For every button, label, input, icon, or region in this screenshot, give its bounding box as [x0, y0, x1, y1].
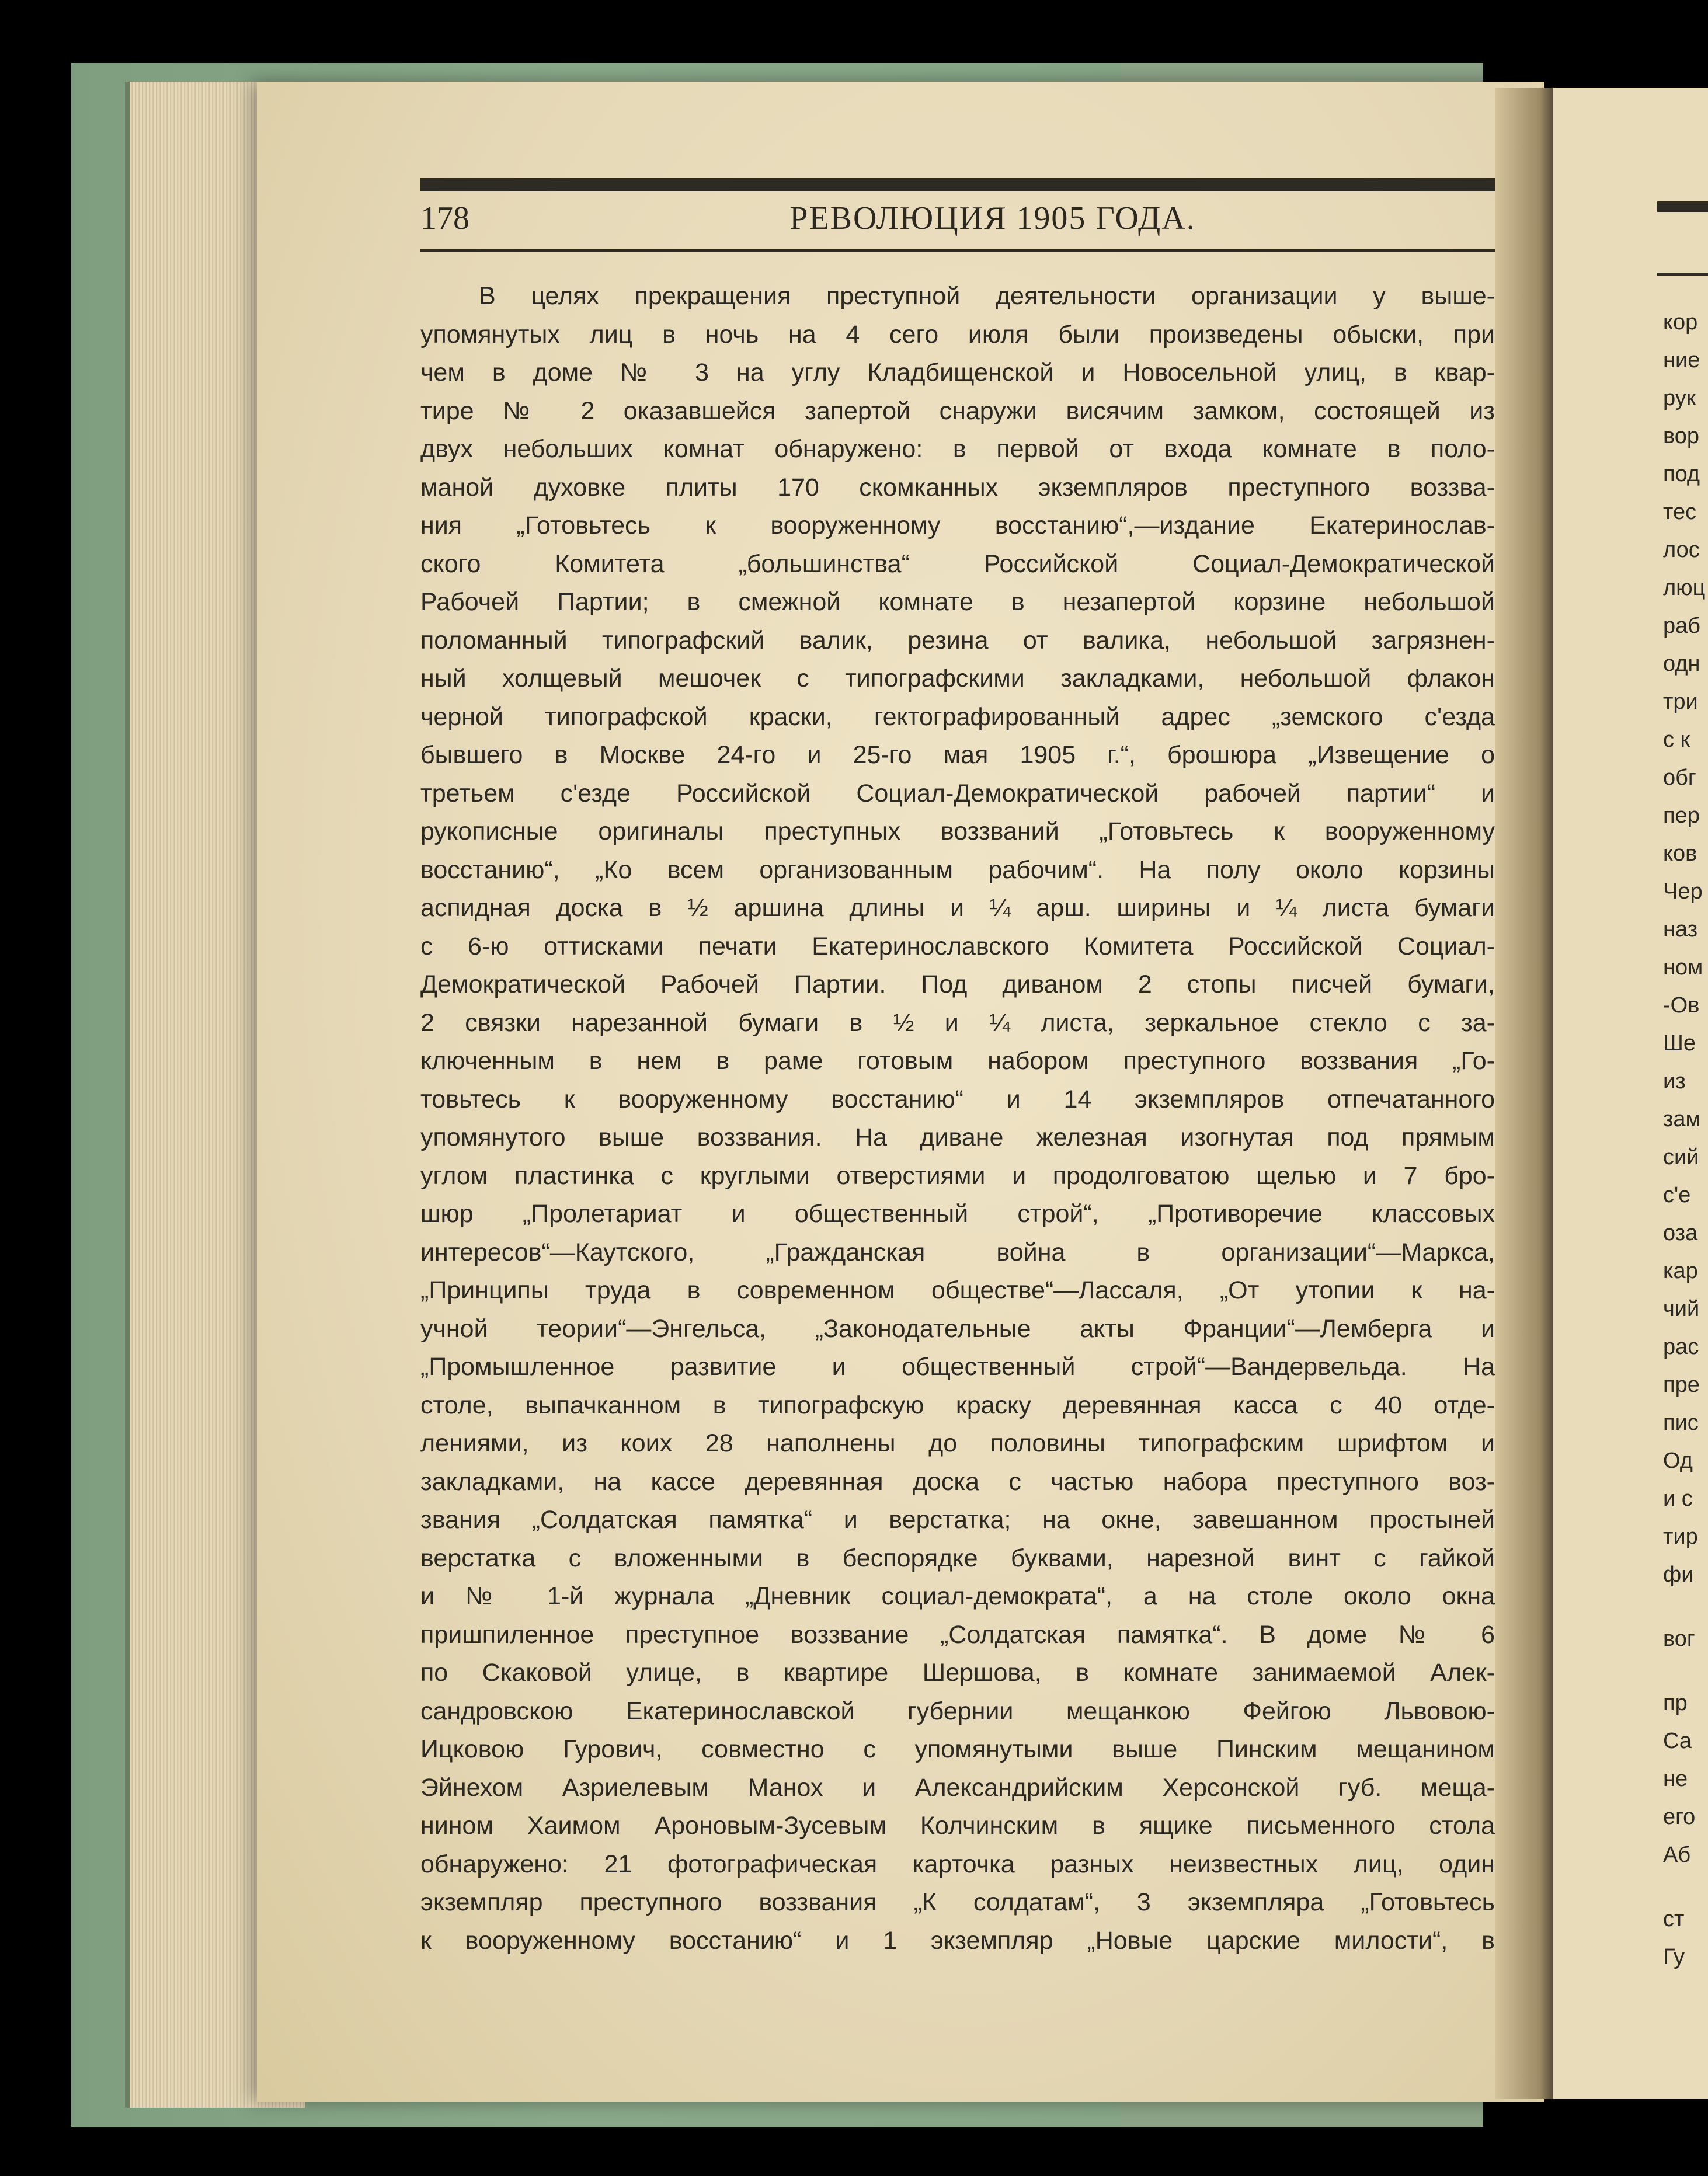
- text-line: Демократической Рабочей Партии. Под диваном 2 стопы писчей бумаги,: [420, 970, 1495, 998]
- right-text-line: пер: [1663, 803, 1700, 828]
- right-text-line: сий: [1663, 1145, 1699, 1169]
- text-line: „Принципы труда в современном обществе“—Лассаля, „От утопии к на-: [420, 1276, 1495, 1304]
- text-line: „Промышленное развитие и общественный строй“—Вандервельда. На: [420, 1353, 1495, 1381]
- right-text-line: наз: [1663, 917, 1698, 942]
- right-text-line: одн: [1663, 652, 1700, 676]
- right-text-line: лос: [1663, 538, 1700, 562]
- right-text-line: Ше: [1663, 1031, 1696, 1056]
- text-line: и № 1-й журнала „Дневник социал-демократа“, а на столе около окна: [420, 1582, 1495, 1610]
- right-page-text: [1663, 304, 1708, 1976]
- right-text-line: ние: [1663, 348, 1700, 372]
- text-line: с 6-ю оттисками печати Екатеринославского Комитета Российской Социал-: [420, 932, 1495, 960]
- right-text-line: тир: [1663, 1524, 1698, 1549]
- text-line: обнаружено: 21 фотографическая карточка разных неизвестных лиц, один: [420, 1850, 1495, 1878]
- right-text-line: и с: [1663, 1486, 1693, 1511]
- header-rule-thin: [420, 249, 1495, 252]
- text-line: по Скаковой улице, в квартире Шершова, в комнате занимаемой Алек-: [420, 1659, 1495, 1687]
- text-line: шюр „Пролетариат и общественный строй“, „Противоречие классовых: [420, 1200, 1495, 1228]
- right-text-line: вог: [1663, 1627, 1695, 1651]
- right-text-line: -Ов: [1663, 993, 1700, 1018]
- right-text-line: ном: [1663, 955, 1703, 980]
- body-paragraph: [420, 277, 1495, 1960]
- right-text-line: чий: [1663, 1297, 1700, 1321]
- text-line: поломанный типографский валик, резина от валика, небольшой загрязнен-: [420, 626, 1495, 654]
- text-line: звания „Солдатская памятка“ и верстатка; на окне, завешанном простыней: [420, 1506, 1495, 1534]
- text-line: третьем с'езде Российской Социал-Демократической рабочей партии“ и: [420, 779, 1495, 807]
- right-text-line: рук: [1663, 386, 1696, 410]
- right-text-line: Чер: [1663, 879, 1703, 904]
- right-text-line: вор: [1663, 424, 1700, 448]
- running-header: [420, 197, 1495, 244]
- text-line: закладками, на кассе деревянная доска с частью набора преступного воз-: [420, 1467, 1495, 1496]
- text-line: упомянутых лиц в ночь на 4 сего июля были произведены обыски, при: [420, 320, 1495, 349]
- page-number: 178: [420, 200, 469, 236]
- right-text-line: кор: [1663, 310, 1698, 335]
- text-line: экземпляр преступного воззвания „К солдатам“, 3 экземпляра „Готовьтесь: [420, 1888, 1495, 1916]
- book-gutter: [1495, 88, 1559, 2099]
- right-text-line: зам: [1663, 1107, 1701, 1131]
- right-text-line: пр: [1663, 1691, 1688, 1715]
- right-text-line: ков: [1663, 841, 1697, 866]
- text-line: 2 связки нарезанной бумаги в ½ и ¼ листа, зеркальное стекло с за-: [420, 1008, 1495, 1037]
- text-line: интересов“—Каутского, „Гражданская война в организации“—Маркса,: [420, 1238, 1495, 1266]
- right-text-line: под: [1663, 462, 1700, 486]
- right-text-line: тес: [1663, 500, 1697, 524]
- text-line: углом пластинка с круглыми отверстиями и продолговатою щелью и 7 бро-: [420, 1161, 1495, 1190]
- text-line: маной духовке плиты 170 скомканных экземпляров преступного воззва-: [420, 473, 1495, 502]
- right-text-line: рас: [1663, 1335, 1699, 1359]
- text-line: столе, выпачканном в типографскую краску деревянная касса с 40 отде-: [420, 1391, 1495, 1419]
- text-line: тире № 2 оказавшейся запертой снаружи висячим замком, состоящей из: [420, 396, 1495, 425]
- text-line: рукописные оригиналы преступных воззваний „Готовьтесь к вооруженному: [420, 817, 1495, 845]
- text-line: Ицковою Гурович, совместно с упомянутыми выше Пинским мещанином: [420, 1735, 1495, 1763]
- text-line: бывшего в Москве 24-го и 25-го мая 1905 г.“, брошюра „Извещение о: [420, 741, 1495, 769]
- text-line: упомянутого выше воззвания. На диване железная изогнутая под прямым: [420, 1123, 1495, 1151]
- text-line: сандровскою Екатеринославской губернии мещанкою Фейгою Львовою-: [420, 1697, 1495, 1725]
- right-text-line: оза: [1663, 1221, 1698, 1245]
- text-line: чем в доме № 3 на углу Кладбищенской и Новосельной улиц, в квар-: [420, 358, 1495, 387]
- right-text-line: раб: [1663, 614, 1701, 638]
- right-page-rule-thin: [1657, 273, 1708, 276]
- text-line: лениями, из коих 28 наполнены до половины типографским шрифтом и: [420, 1429, 1495, 1457]
- right-text-line: обг: [1663, 765, 1696, 790]
- text-line: товьтесь к вооруженному восстанию“ и 14 экземпляров отпечатанного: [420, 1085, 1495, 1113]
- right-text-line: люц: [1663, 576, 1706, 600]
- right-page-rule: [1657, 201, 1708, 212]
- text-line: восстанию“, „Ко всем организованным рабочим“. На полу около корзины: [420, 855, 1495, 884]
- right-text-line: ст: [1663, 1907, 1685, 1931]
- text-line: двух небольших комнат обнаружено: в первой от входа комнате в поло-: [420, 435, 1495, 463]
- text-line: ключенным в нем в раме готовым набором преступного воззвания „Го-: [420, 1047, 1495, 1075]
- right-text-line: кар: [1663, 1259, 1698, 1283]
- right-text-line: фи: [1663, 1562, 1694, 1587]
- text-line: ния „Готовьтесь к вооруженному восстанию“,—издание Екатеринослав-: [420, 511, 1495, 539]
- text-line: учной теории“—Энгельса, „Законодательные акты Франции“—Лемберга и: [420, 1314, 1495, 1343]
- running-title: РЕВОЛЮЦИЯ 1905 ГОДА.: [789, 200, 1196, 236]
- right-text-line: Аб: [1663, 1843, 1691, 1867]
- right-text-line: Од: [1663, 1449, 1693, 1473]
- text-line: верстатка с вложенными в беспорядке буквами, нарезной винт с гайкой: [420, 1544, 1495, 1572]
- text-line: пришпиленное преступное воззвание „Солдатская памятка“. В доме № 6: [420, 1620, 1495, 1649]
- text-line: к вооруженному восстанию“ и 1 экземпляр „Новые царские милости“, в: [420, 1926, 1495, 1955]
- right-text-line: пре: [1663, 1373, 1700, 1397]
- right-text-line: Са: [1663, 1729, 1692, 1753]
- right-text-line: не: [1663, 1767, 1688, 1791]
- text-line: ный холщевый мешочек с типографскими закладками, небольшой флакон: [420, 664, 1495, 692]
- right-text-line: три: [1663, 690, 1698, 714]
- right-text-line: с к: [1663, 727, 1690, 752]
- text-line: ского Комитета „большинства“ Российской Социал-Демократической: [420, 549, 1495, 578]
- header-rule-thick: [420, 178, 1495, 191]
- right-text-line: с'е: [1663, 1183, 1691, 1207]
- text-line: Эйнехом Азриелевым Манох и Александрийским Херсонской губ. меща-: [420, 1773, 1495, 1802]
- text-line: черной типографской краски, гектографированный адрес „земского с'езда: [420, 702, 1495, 731]
- right-text-line: его: [1663, 1805, 1696, 1829]
- text-line: аспидная доска в ½ аршина длины и ¼ арш. ширины и ¼ листа бумаги: [420, 894, 1495, 922]
- right-text-line: Гу: [1663, 1945, 1685, 1969]
- right-text-line: пис: [1663, 1411, 1699, 1435]
- text-line: Рабочей Партии; в смежной комнате в незапертой корзине небольшой: [420, 588, 1495, 616]
- text-line: В целях прекращения преступной деятельности организации у выше-: [479, 282, 1495, 310]
- text-line: нином Хаимом Ароновым-Зусевым Колчинским в ящике письменного стола: [420, 1812, 1495, 1840]
- right-text-line: из: [1663, 1069, 1686, 1094]
